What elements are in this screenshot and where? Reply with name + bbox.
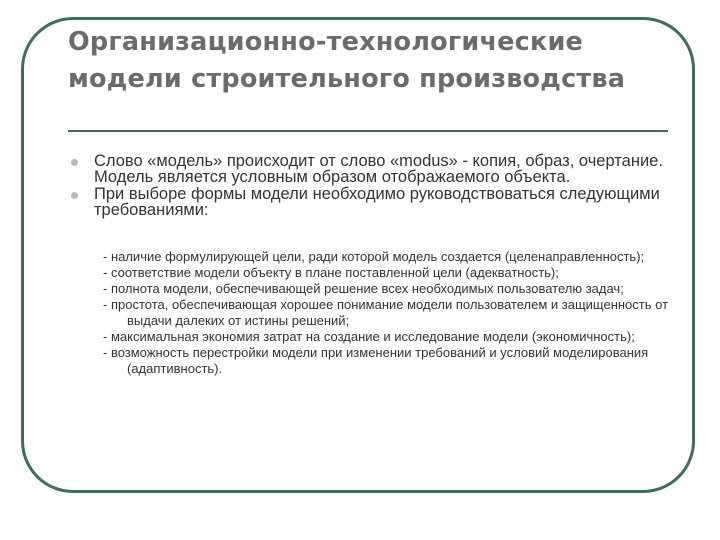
requirement-item: - полнота модели, обеспечивающей решение всех необходимых пользователю задач;	[103, 281, 624, 296]
requirement-item: - возможность перестройки модели при изменении требований и условий моделирования (адаптивность).	[103, 345, 649, 376]
bullet-dot-icon	[71, 159, 78, 166]
bullet-list	[68, 153, 668, 219]
requirement-item: - простота, обеспечивающая хорошее понимание модели пользователем и защищенность от выдачи далеких от истины решений;	[103, 297, 669, 328]
title-divider	[68, 130, 668, 132]
requirements-list	[103, 249, 683, 377]
bullet-text: Слово «модель» происходит от слово «modus» - копия, образ, очертание. Модель является условным образом отображаемого объекта.	[94, 152, 663, 186]
requirement-item: - наличие формулирующей цели, ради которой модель создается (целенаправленность);	[103, 249, 645, 264]
requirement-item: - максимальная экономия затрат на создание и исследование модели (экономичность);	[103, 329, 635, 344]
bullet-item	[68, 186, 668, 218]
slide-title: Организационно-технологические модели строительного производства	[68, 27, 626, 94]
bullet-text: При выборе формы модели необходимо руководствоваться следующими требованиями:	[94, 185, 660, 219]
bullet-item	[68, 153, 668, 185]
requirement-item: - соответствие модели объекту в плане поставленной цели (адекватность);	[103, 265, 559, 280]
bullet-dot-icon	[71, 192, 78, 199]
